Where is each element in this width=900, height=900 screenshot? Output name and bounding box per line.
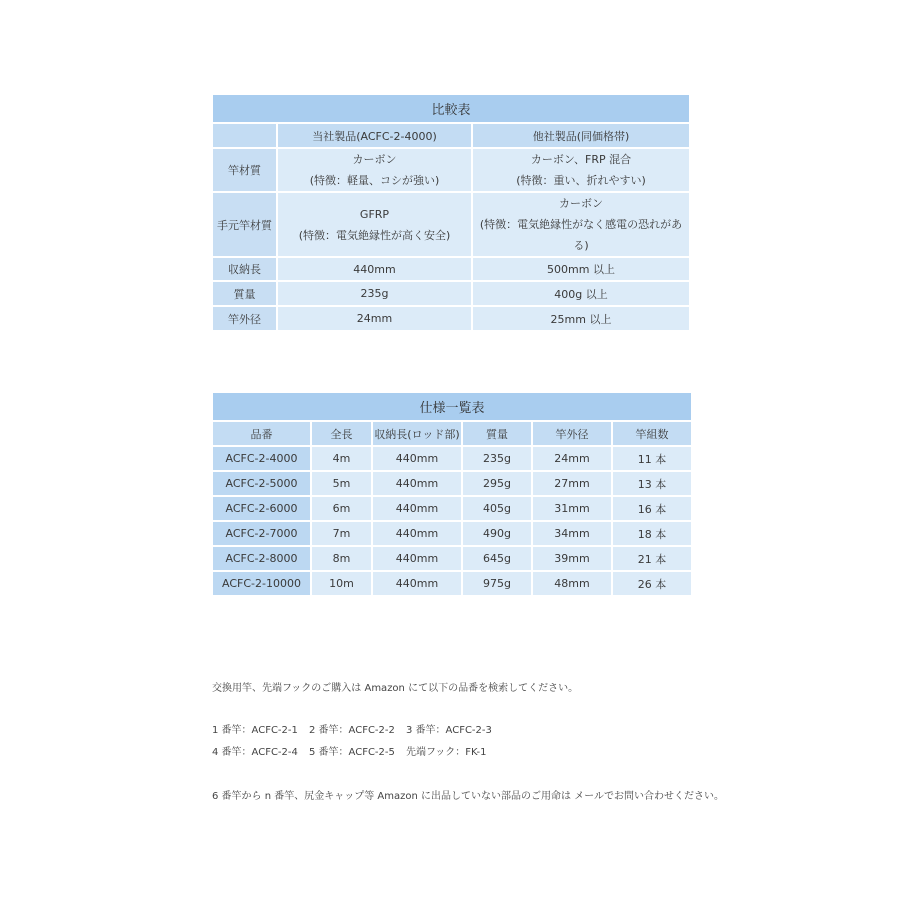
spec-cell: 6m (311, 496, 372, 521)
contact-note: 6 番竿から n 番竿、尻金キャップ等 Amazon に出品していない部品のご用命は メールでお問い合わせください。 (212, 791, 724, 802)
spec-cell: 31mm (532, 496, 612, 521)
part-item: 3 番竿：ACFC-2-3 (406, 725, 492, 736)
spec-header: 質量 (462, 421, 532, 446)
spec-cell: 645g (462, 546, 532, 571)
table-row (212, 192, 690, 257)
purchase-note: 交換用竿、先端フックのご購入は Amazon にて以下の品番を検索してください。 (212, 683, 579, 694)
spec-cell: 440mm (372, 496, 462, 521)
row-label: 収納長 (212, 257, 277, 281)
table-row (212, 281, 690, 306)
spec-cell: 10m (311, 571, 372, 596)
spec-cell: 26 本 (612, 571, 692, 596)
comparison-table (211, 93, 691, 332)
row-label: 質量 (212, 281, 277, 306)
part-item: 1 番竿：ACFC-2-1 (212, 725, 298, 736)
spec-cell: 11 本 (612, 446, 692, 471)
parts-line-2 (212, 743, 487, 758)
spec-cell: 18 本 (612, 521, 692, 546)
cell-others: 25mm 以上 (472, 306, 690, 331)
spec-cell: 295g (462, 471, 532, 496)
spec-cell: 34mm (532, 521, 612, 546)
spec-cell: 440mm (372, 546, 462, 571)
spec-cell: 5m (311, 471, 372, 496)
cell-others: 500mm 以上 (472, 257, 690, 281)
spec-header: 竿組数 (612, 421, 692, 446)
cell-ours: 24mm (277, 306, 472, 331)
spec-cell: 39mm (532, 546, 612, 571)
spec-cell: 4m (311, 446, 372, 471)
spec-cell: 13 本 (612, 471, 692, 496)
spec-cell: 48mm (532, 571, 612, 596)
comparison-col-others: 他社製品(同価格帯) (472, 123, 690, 148)
spec-cell: 16 本 (612, 496, 692, 521)
row-label: 竿外径 (212, 306, 277, 331)
table-row (212, 496, 692, 521)
spec-cell: ACFC-2-4000 (212, 446, 311, 471)
spec-header: 竿外径 (532, 421, 612, 446)
table-row (212, 546, 692, 571)
cell-others: カーボン (特徴：電気絶縁性がなく感電の恐れがある) (472, 192, 690, 257)
table-row (212, 471, 692, 496)
cell-ours: 440mm (277, 257, 472, 281)
spec-cell: 490g (462, 521, 532, 546)
part-item: 4 番竿：ACFC-2-4 (212, 747, 298, 758)
spec-cell: 24mm (532, 446, 612, 471)
table-row (212, 257, 690, 281)
spec-cell: 235g (462, 446, 532, 471)
spec-cell: ACFC-2-10000 (212, 571, 311, 596)
table-row (212, 521, 692, 546)
cell-ours: GFRP (特徴：電気絶縁性が高く安全) (277, 192, 472, 257)
spec-header: 品番 (212, 421, 311, 446)
spec-cell: ACFC-2-5000 (212, 471, 311, 496)
spec-header-row (212, 421, 692, 446)
comparison-title: 比較表 (212, 94, 690, 123)
spec-cell: 405g (462, 496, 532, 521)
spec-title: 仕様一覧表 (212, 392, 692, 421)
part-item: 2 番竿：ACFC-2-2 (309, 725, 395, 736)
table-row (212, 571, 692, 596)
part-item: 5 番竿：ACFC-2-5 (309, 747, 395, 758)
spec-cell: 7m (311, 521, 372, 546)
spec-cell: ACFC-2-6000 (212, 496, 311, 521)
spec-cell: 440mm (372, 446, 462, 471)
parts-line-1 (212, 721, 492, 736)
table-row (212, 306, 690, 331)
row-label: 竿材質 (212, 148, 277, 192)
spec-cell: 440mm (372, 521, 462, 546)
spec-table (211, 391, 693, 597)
spec-cell: 440mm (372, 571, 462, 596)
spec-cell: ACFC-2-8000 (212, 546, 311, 571)
table-row (212, 148, 690, 192)
spec-header: 全長 (311, 421, 372, 446)
spec-cell: 27mm (532, 471, 612, 496)
spec-header: 収納長(ロッド部) (372, 421, 462, 446)
comparison-corner (212, 123, 277, 148)
row-label: 手元竿材質 (212, 192, 277, 257)
cell-ours: カーボン (特徴：軽量、コシが強い) (277, 148, 472, 192)
spec-cell: 975g (462, 571, 532, 596)
spec-cell: ACFC-2-7000 (212, 521, 311, 546)
spec-cell: 8m (311, 546, 372, 571)
table-row (212, 446, 692, 471)
part-item: 先端フック：FK-1 (406, 747, 487, 758)
spec-cell: 440mm (372, 471, 462, 496)
cell-others: 400g 以上 (472, 281, 690, 306)
spec-cell: 21 本 (612, 546, 692, 571)
comparison-col-ours: 当社製品(ACFC-2-4000) (277, 123, 472, 148)
cell-others: カーボン、FRP 混合 (特徴：重い、折れやすい) (472, 148, 690, 192)
cell-ours: 235g (277, 281, 472, 306)
